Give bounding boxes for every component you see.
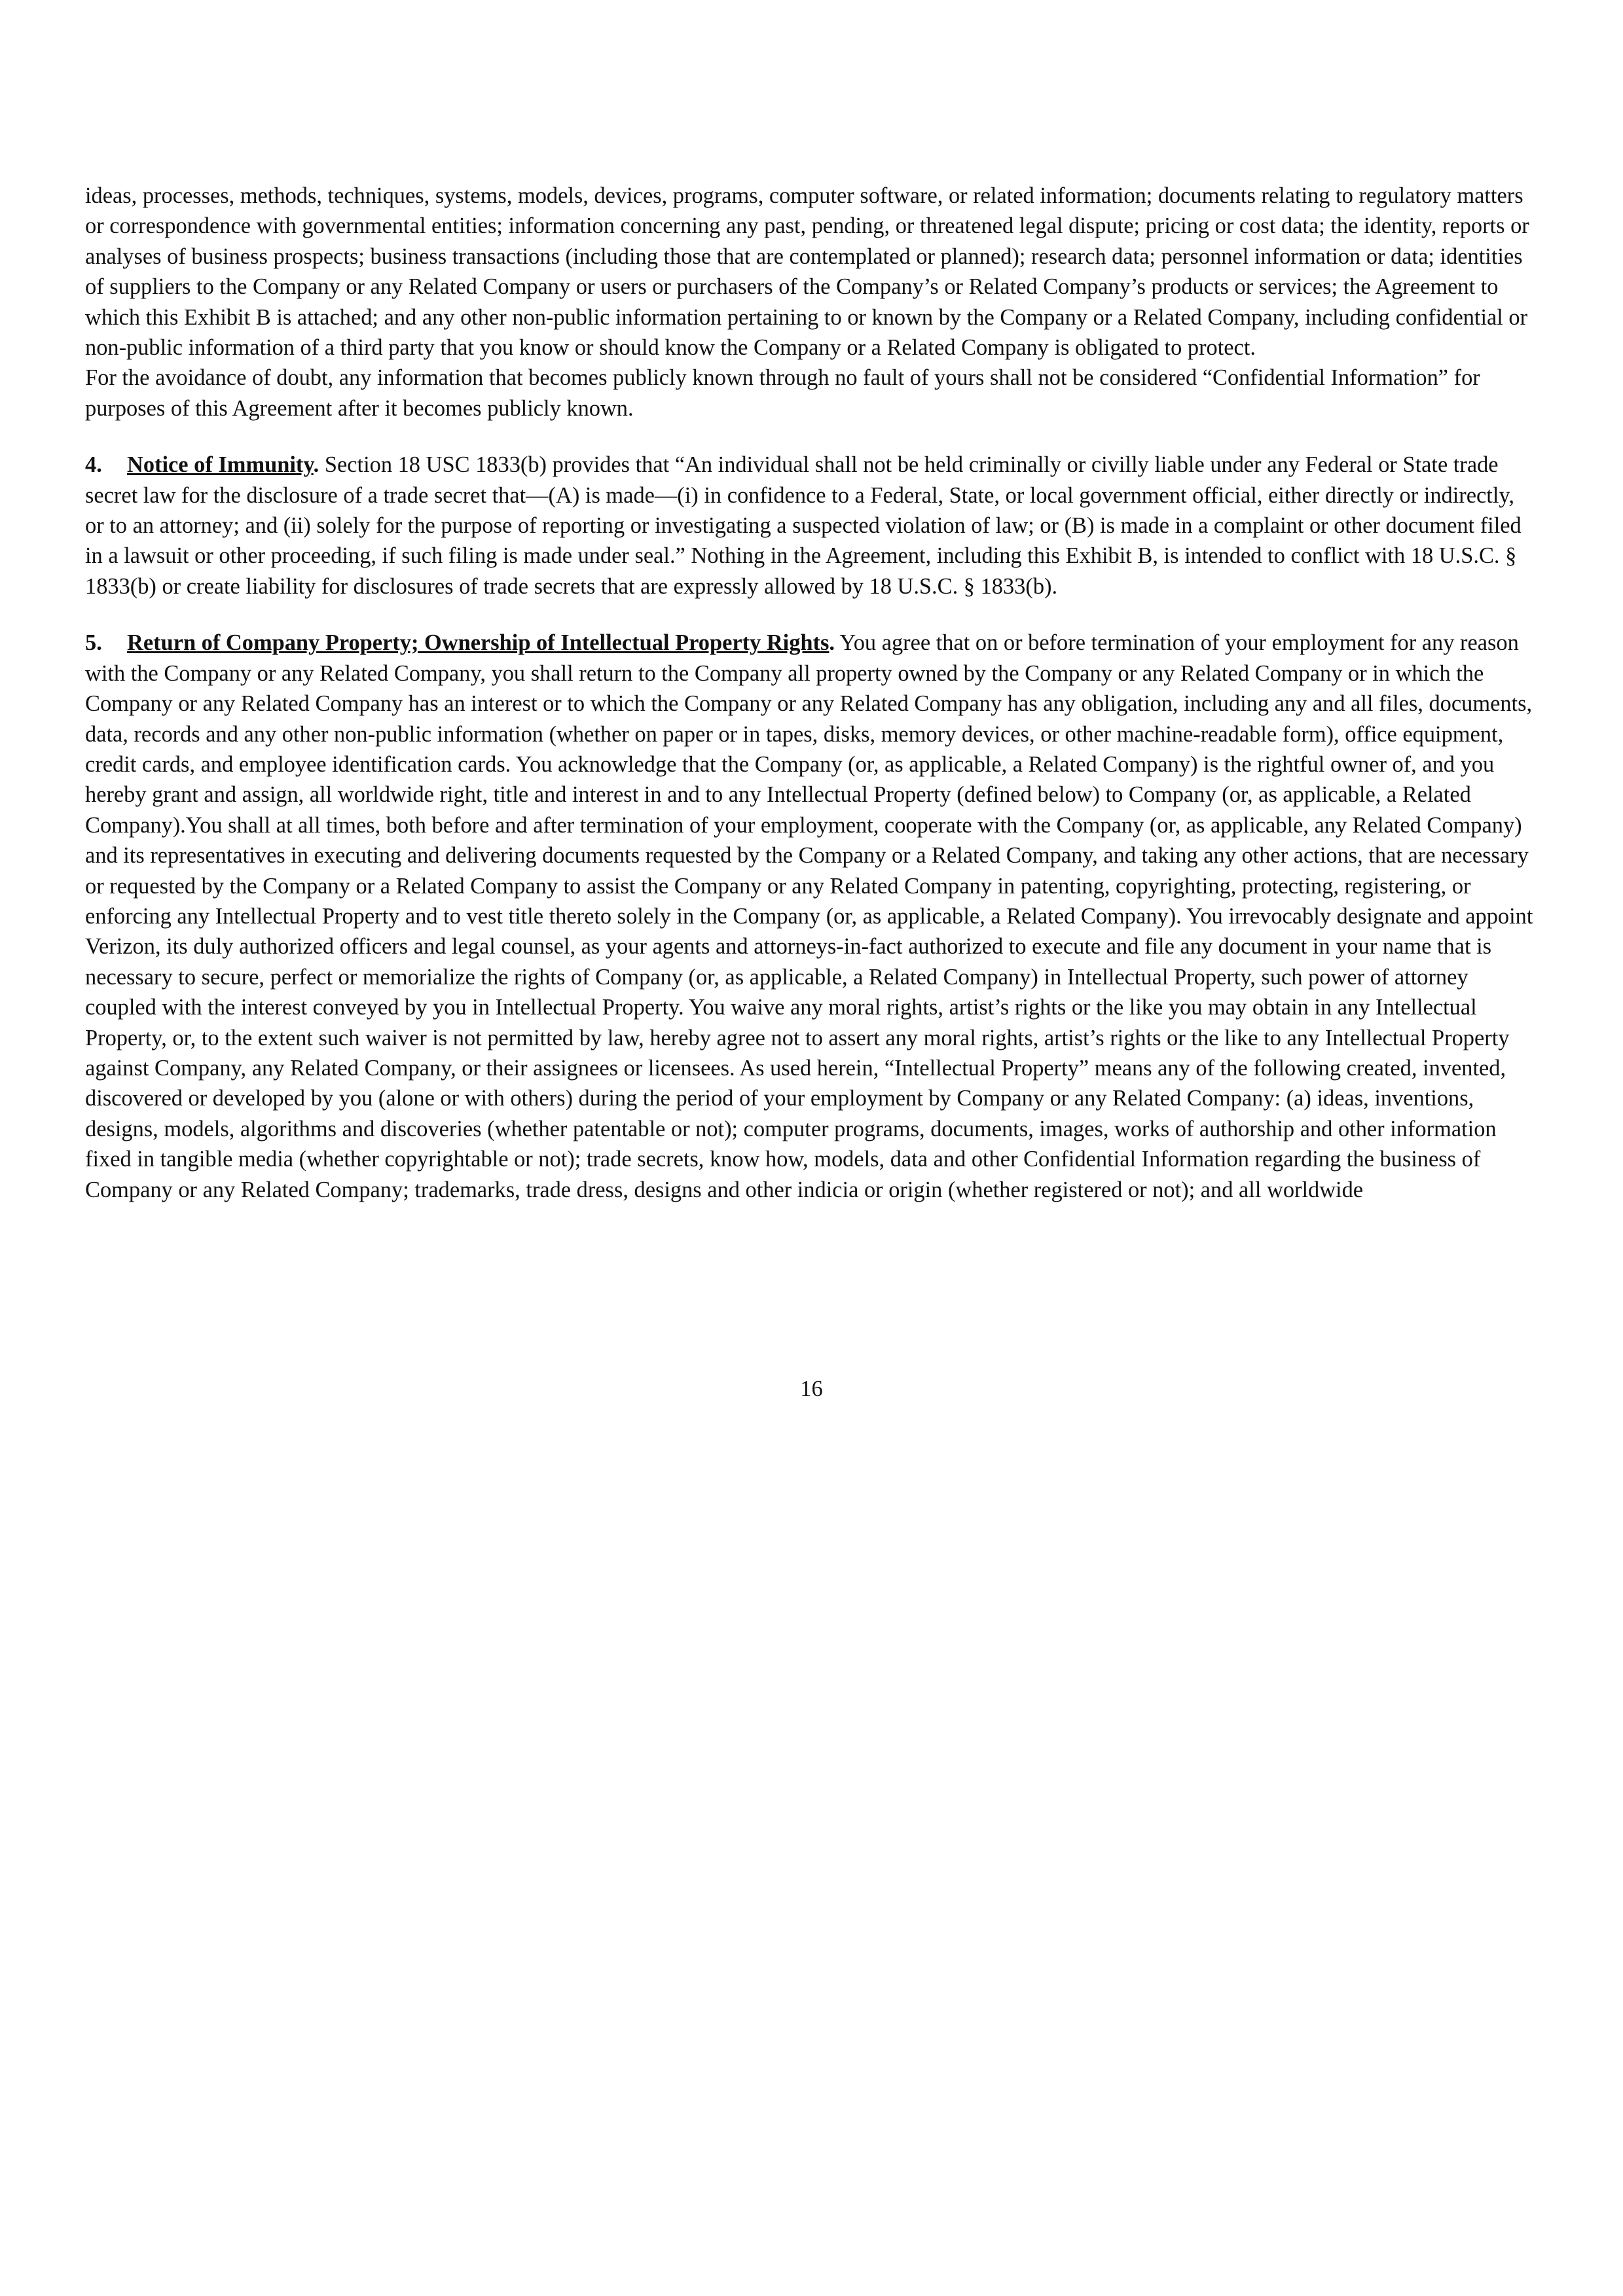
avoidance-paragraph: For the avoidance of doubt, any information that becomes publicly known through no fault of yours shall not be considered “Confidential Information” for purposes of this Agreement after it becomes publicly known.	[85, 365, 1480, 421]
section-4-heading: Notice of Immunity	[127, 452, 314, 478]
section-5-paragraph	[85, 628, 1539, 1205]
page-number: 16	[800, 1376, 823, 1401]
section-5-heading: Return of Company Property; Ownership of Intellectual Property Rights	[127, 630, 830, 656]
paragraph-spacer	[85, 601, 1539, 628]
section-4-body: Section 18 USC 1833(b) provides that “An individual shall not be held criminally or civilly liable under any Federal or State trade secret law for the disclosure of a trade secret that—(A) is made—(i) in confidence to a Federal, State, or local government official, either directly or indirectly, or to an attorney; and (ii) solely for the purpose of reporting or investigating a suspected violation of law; or (B) is made in a complaint or other document filed in a lawsuit or other proceeding, if such filing is made under seal.” Nothing in the Agreement, including this Exhibit B, is intended to conflict with 18 U.S.C. § 1833(b) or create liability for disclosures of trade secrets that are expressly allowed by 18 U.S.C. § 1833(b).	[85, 452, 1522, 599]
paragraph-spacer	[85, 423, 1539, 450]
section-4-heading-period: .	[313, 452, 319, 478]
section-4-paragraph	[85, 450, 1539, 601]
section-4-number: 4.	[85, 452, 102, 478]
section-5-body: You agree that on or before termination of your employment for any reason with the Company or any Related Company, you shall return to the Company all property owned by the Company or any Related Company or in which the Company or any Related Company has an interest or to which the Company or any Related Company has any obligation, including any and all files, documents, data, records and any other non-public information (whether on paper or in tapes, disks, memory devices, or other machine-readable form), office equipment, credit cards, and employee identification cards. You acknowledge that the Company (or, as applicable, a Related Company) is the rightful owner of, and you hereby grant and assign, all worldwide right, title and interest in and to any Intellectual Property (defined below) to Company (or, as applicable, a Related Company).You shall at all times, both before and after termination of your employment, cooperate with the Company (or, as applicable, any Related Company) and its representatives in executing and delivering documents requested by the Company or a Related Company, and taking any other actions, that are necessary or requested by the Company or a Related Company to assist the Company or any Related Company in patenting, copyrighting, protecting, registering, or enforcing any Intellectual Property and to vest title thereto solely in the Company (or, as applicable, a Related Company). You irrevocably designate and appoint Verizon, its duly authorized officers and legal counsel, as your agents and attorneys-in-fact authorized to execute and file any document in your name that is necessary to secure, perfect or memorialize the rights of Company (or, as applicable, a Related Company) in Intellectual Property, such power of attorney coupled with the interest conveyed by you in Intellectual Property. You waive any moral rights, artist’s rights or the like you may obtain in any Intellectual Property, or, to the extent such waiver is not permitted by law, hereby agree not to assert any moral rights, artist’s rights or the like to any Intellectual Property against Company, any Related Company, or their assignees or licensees. As used herein, “Intellectual Property” means any of the following created, invented, discovered or developed by you (alone or with others) during the period of your employment by Company or any Related Company: (a) ideas, inventions, designs, models, algorithms and discoveries (whether patentable or not); computer programs, documents, images, works of authorship and other information fixed in tangible media (whether copyrightable or not); trade secrets, know how, models, data and other Confidential Information regarding the business of Company or any Related Company; trademarks, trade dress, designs and other indicia or origin (whether registered or not); and all worldwide	[85, 630, 1533, 1202]
document-body	[85, 181, 1539, 1205]
continuation-paragraph: ideas, processes, methods, techniques, systems, models, devices, programs, computer software, or related information; documents relating to regulatory matters or correspondence with governmental entities; information concerning any past, pending, or threatened legal dispute; pricing or cost data; the identity, reports or analyses of business prospects; business transactions (including those that are contemplated or planned); research data; personnel information or data; identities of suppliers to the Company or any Related Company or users or purchasers of the Company’s or Related Company’s products or services; the Agreement to which this Exhibit B is attached; and any other non-public information pertaining to or known by the Company or a Related Company, including confidential or non-public information of a third party that you know or should know the Company or a Related Company is obligated to protect.	[85, 183, 1529, 361]
section-5-number: 5.	[85, 630, 102, 656]
section-5-heading-period: .	[829, 630, 835, 656]
